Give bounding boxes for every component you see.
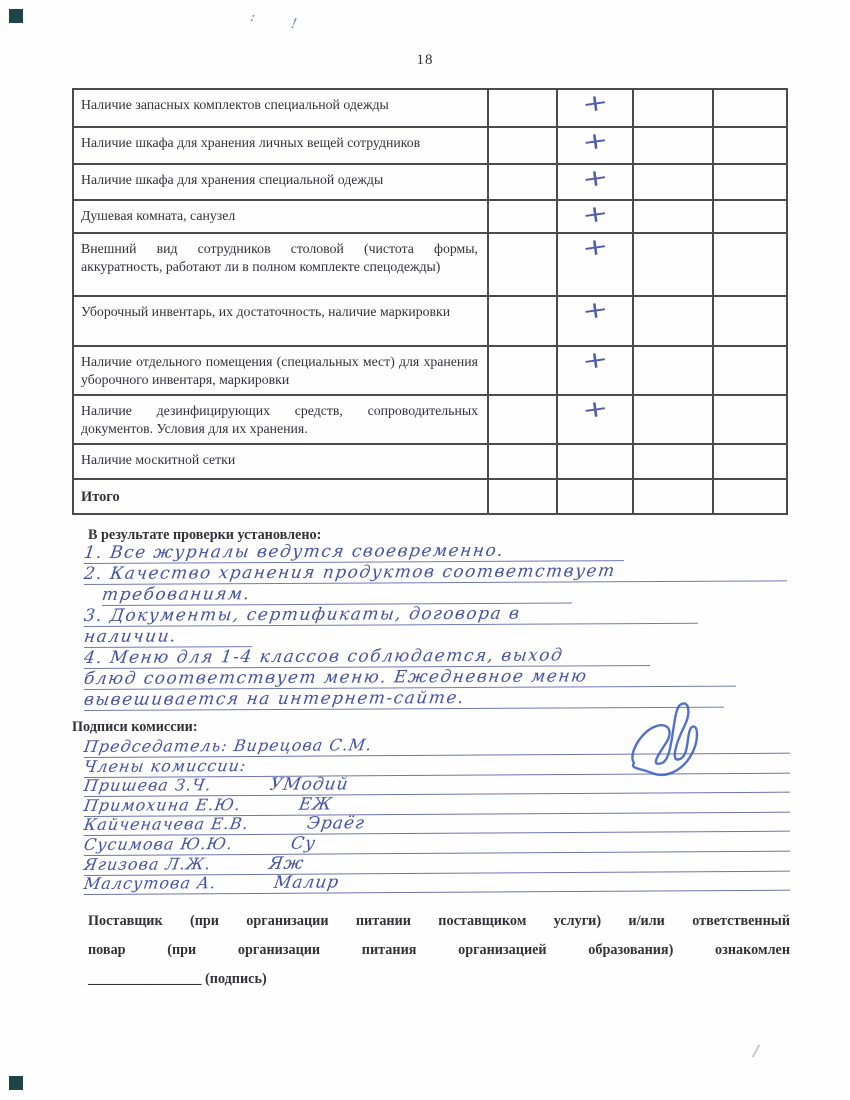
grade-cell [488,395,557,444]
grade-cell [633,200,713,233]
grade-cell [633,127,713,164]
grade-cell [488,164,557,200]
signature-line: Кайченачева Е.В. Эраёг [84,812,790,836]
page-number: 18 [416,52,434,68]
signatures-heading: Подписи комиссии: [72,719,198,735]
table-row [73,200,787,233]
grade-cell [713,395,787,444]
grade-cell [713,346,787,395]
criteria-cell: Наличие шкафа для хранения личных вещей сотрудников [73,127,488,164]
scan-corner-mark [9,9,23,23]
handwritten-line: 2. Качество хранения продуктов соответствует [84,560,787,585]
grade-cell [713,444,787,479]
grade-cell [488,200,557,233]
grade-cell [488,233,557,296]
handwritten-plus-mark: + [580,232,610,263]
criteria-cell: Наличие москитной сетки [73,444,488,479]
mark-cell [557,233,633,296]
mark-cell [557,346,633,395]
table-row [73,127,787,164]
acknowledgement-paragraph [88,907,790,994]
handwritten-line: требованиям. [102,583,572,606]
handwritten-line: 1. Все журналы ведутся своевременно. [84,540,624,564]
grade-cell [713,296,787,346]
signature-line: Ягизова Л.Ж. Яж [84,851,790,875]
grade-cell [488,127,557,164]
grade-cell [633,296,713,346]
handwritten-plus-mark: + [580,163,610,194]
grade-cell [488,89,557,127]
findings-handwritten-block [82,540,794,711]
grade-cell [488,479,557,514]
criteria-cell: Душевая комната, санузел [73,200,488,233]
grade-cell [633,164,713,200]
grade-cell [488,296,557,346]
criteria-cell: Уборочный инвентарь, их достаточность, наличие маркировки [73,296,488,346]
table-total-row [73,479,787,514]
mark-cell [557,127,633,164]
grade-cell [633,395,713,444]
footer-signature-blank: ________________ (подпись) [88,971,267,987]
handwritten-plus-mark: + [580,199,610,230]
table-row [73,296,787,346]
handwritten-line: наличии. [84,626,252,648]
handwritten-plus-mark: + [580,295,610,326]
signature-line: Примохина Е.Ю. ЕЖ [84,792,790,816]
mark-cell [557,164,633,200]
mark-cell [557,395,633,444]
signature-line: Председатель: Вирецова С.М. [84,734,790,758]
mark-cell [557,89,633,127]
chairman-signature-flourish-icon [622,697,712,789]
handwritten-line: вывешивается на интернет-сайте. [84,687,724,711]
grade-cell [633,346,713,395]
grade-cell [713,479,787,514]
handwritten-plus-mark: + [580,126,610,157]
mark-cell [557,479,633,514]
scan-corner-mark [9,1076,23,1090]
mark-cell [557,296,633,346]
table-row [73,395,787,444]
handwritten-line: 4. Меню для 1-4 классов соблюдается, выход [84,645,650,669]
handwritten-plus-mark: + [580,345,610,376]
grade-cell [488,346,557,395]
grade-cell [713,200,787,233]
criteria-cell: Наличие отдельного помещения (специальных мест) для хранения уборочного инвентаря, маркировки [73,346,488,395]
table-row [73,346,787,395]
mark-cell [557,200,633,233]
grade-cell [633,233,713,296]
signature-line: Малсутова А. Малир [84,871,790,895]
criteria-cell: Наличие запасных комплектов специальной одежды [73,89,488,127]
signature-line: Сусимова Ю.Ю. Су [84,832,790,856]
footer-line: Поставщик (при организации питании поставщиком услуги) и/или ответственный [88,913,790,929]
handwritten-plus-mark: + [580,88,610,119]
handwritten-line: 3. Документы, сертификаты, договора в [84,603,698,627]
handwritten-line: блюд соответствует меню. Ежедневное меню [84,666,736,690]
handwritten-plus-mark: + [580,394,610,425]
findings-heading: В результате проверки установлено: [88,527,322,543]
grade-cell [488,444,557,479]
criteria-cell: Внешний вид сотрудников столовой (чистота формы, аккуратность, работают ли в полном комплекте спецодежды) [73,233,488,296]
grade-cell [713,127,787,164]
mark-cell [557,444,633,479]
signature-line: Члены комиссии: [84,753,790,777]
table-row [73,233,787,296]
footer-line: повар (при организации питания организацией образования) ознакомлен [88,942,790,958]
grade-cell [633,479,713,514]
stray-pen-mark: : ! [249,8,314,36]
table-row [73,164,787,200]
grade-cell [713,89,787,127]
scan-scratch-mark [752,1044,760,1057]
table-row [73,444,787,479]
total-label-cell: Итого [73,479,488,514]
signature-line: Пришева З.Ч. УМодий [84,773,790,797]
criteria-cell: Наличие шкафа для хранения специальной одежды [73,164,488,200]
inspection-table [72,88,788,515]
grade-cell [633,89,713,127]
grade-cell [713,233,787,296]
grade-cell [633,444,713,479]
criteria-cell: Наличие дезинфицирующих средств, сопроводительных документов. Условия для их хранения. [73,395,488,444]
grade-cell [713,164,787,200]
table-row [73,89,787,127]
